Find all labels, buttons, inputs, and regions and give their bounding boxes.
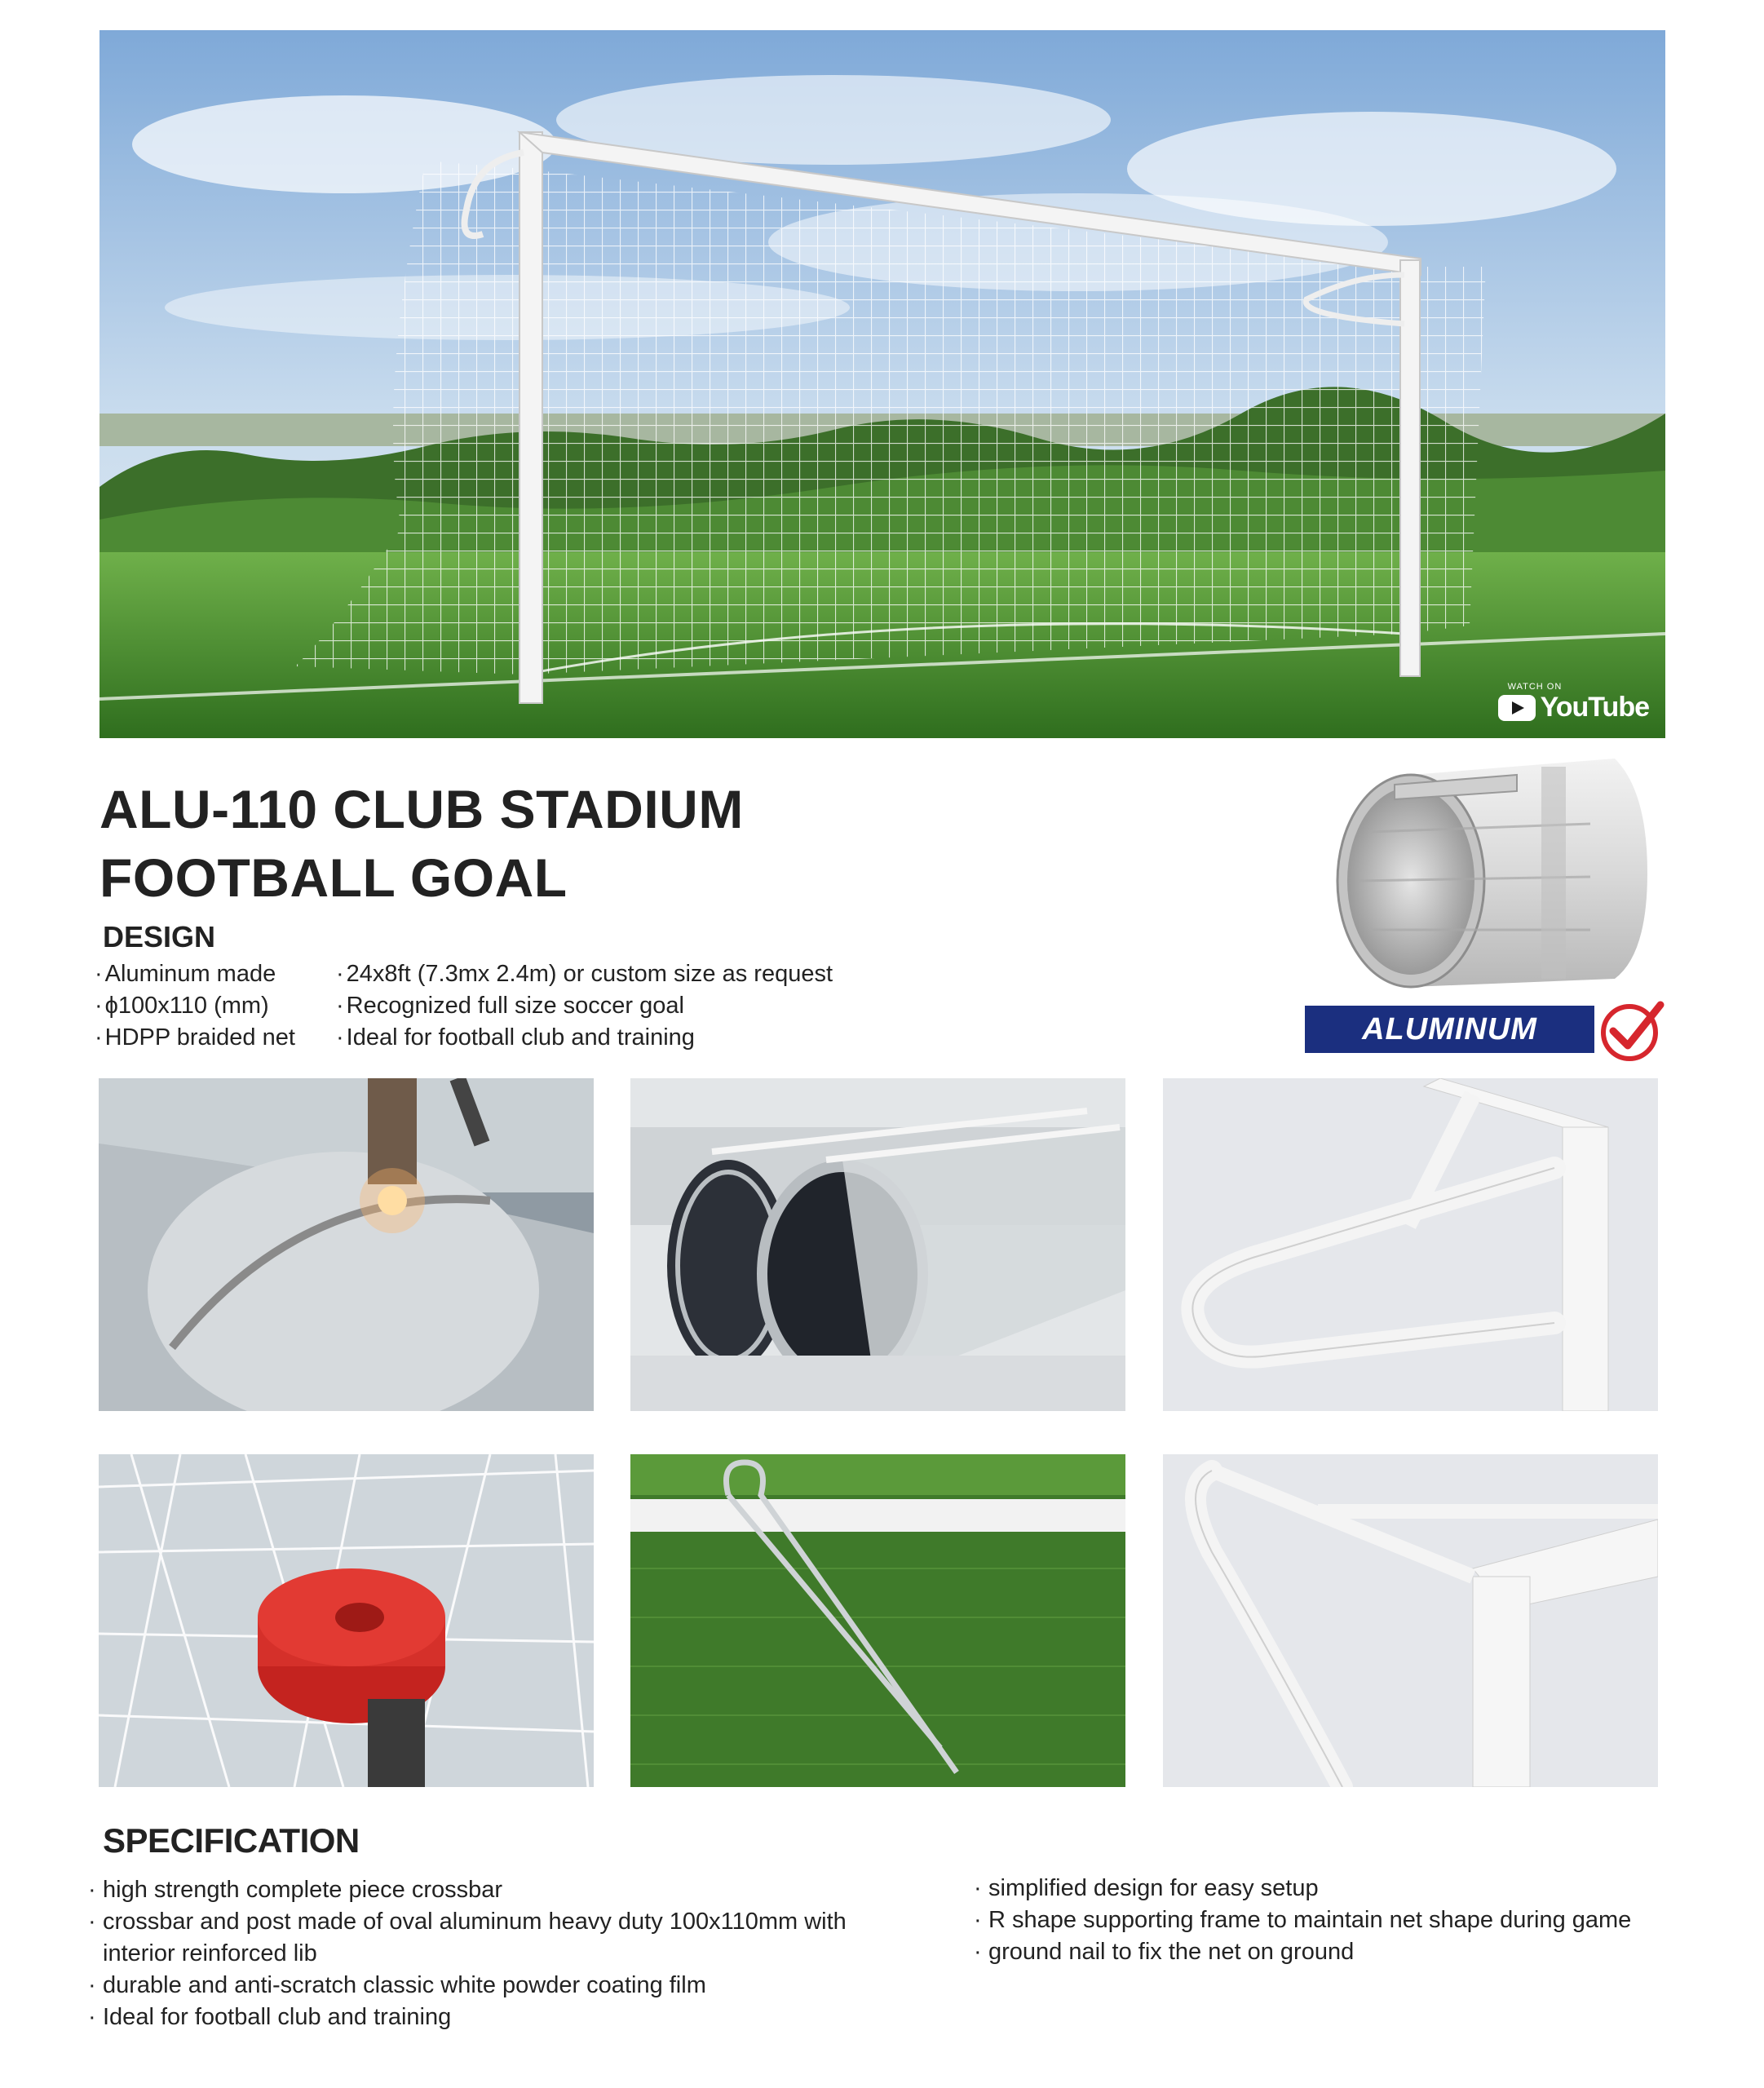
frame-corner-render — [1163, 1454, 1658, 1787]
watch-on-label: WATCH ON — [1507, 682, 1563, 692]
aluminum-tubes-photo — [630, 1078, 1125, 1411]
specification-list-right — [972, 1873, 1706, 1968]
spec-item: · ground nail to fix the net on ground — [972, 1936, 1706, 1968]
specification-heading: SPECIFICATION — [103, 1821, 360, 1860]
spec-item: · high strength complete piece crossbar — [86, 1874, 886, 1906]
design-feature: · HDPP braided net — [95, 1022, 295, 1054]
product-title-line1: ALU-110 CLUB STADIUM — [99, 779, 744, 839]
specification-list-left — [86, 1874, 886, 2033]
youtube-play-icon — [1498, 695, 1536, 721]
net-hook-photo — [99, 1454, 594, 1787]
ground-nail-photo — [630, 1454, 1125, 1787]
check-icon — [1597, 995, 1667, 1065]
design-features-left — [95, 958, 295, 1054]
design-feature: · Aluminum made — [95, 958, 295, 990]
design-heading: DESIGN — [103, 920, 216, 953]
r-shape-frame-render — [1163, 1078, 1658, 1411]
design-feature: · Ideal for football club and training — [336, 1022, 833, 1054]
design-feature: · 24x8ft (7.3mx 2.4m) or custom size as request — [336, 958, 833, 990]
tube-profile-icon — [1321, 742, 1664, 1003]
design-feature: · Recognized full size soccer goal — [336, 990, 833, 1022]
spec-item: · crossbar and post made of oval aluminum heavy duty 100x110mm with interior reinforced lib — [86, 1906, 886, 1970]
product-title-line2: FOOTBALL GOAL — [99, 847, 568, 908]
goal-scene — [99, 30, 1665, 738]
welding-photo — [99, 1078, 594, 1411]
aluminum-badge: ALUMINUM — [1305, 1006, 1594, 1053]
youtube-label: YouTube — [1540, 692, 1649, 723]
product-title — [99, 775, 744, 912]
design-features-right — [336, 958, 833, 1054]
spec-item: · R shape supporting frame to maintain net shape during game — [972, 1904, 1706, 1936]
aluminum-profile-illustration — [1321, 742, 1664, 1003]
hero-goal-photo — [99, 30, 1665, 738]
spec-item: · simplified design for easy setup — [972, 1873, 1706, 1904]
youtube-watch-badge[interactable] — [1498, 682, 1649, 723]
spec-item: · Ideal for football club and training — [86, 2002, 886, 2033]
spec-item: · durable and anti-scratch classic white powder coating film — [86, 1970, 886, 2002]
design-feature: · ϕ100x110 (mm) — [95, 990, 295, 1022]
